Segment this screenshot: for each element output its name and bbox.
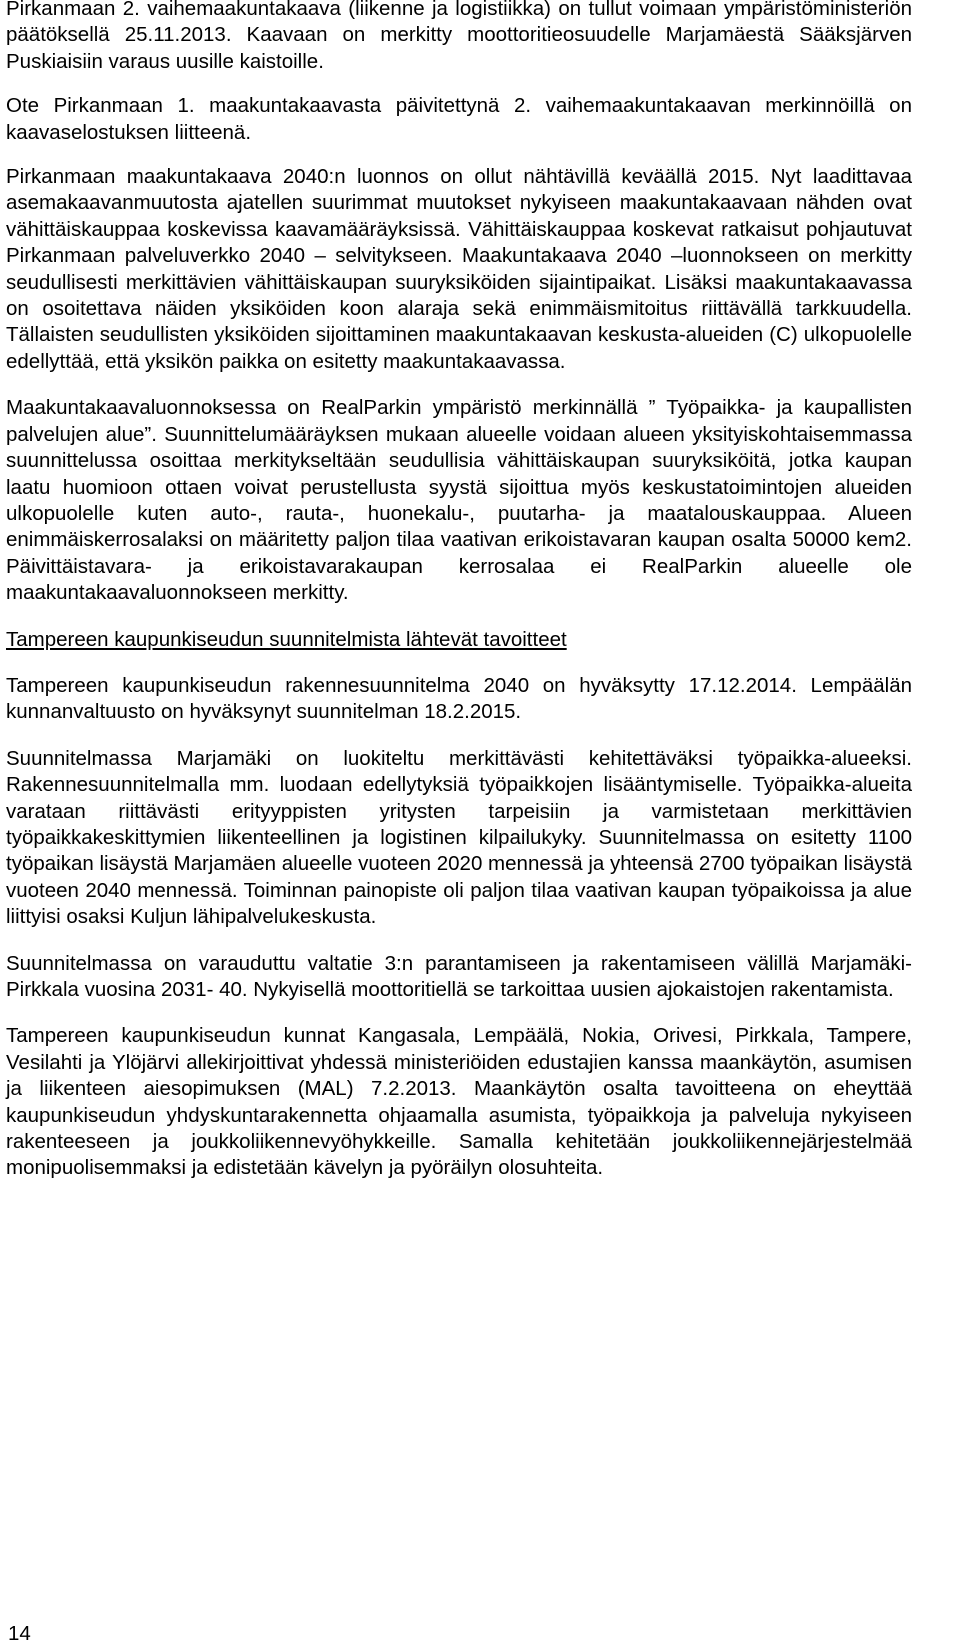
paragraph-structure-plan-approved: Tampereen kaupunkiseudun rakennesuunnitelma 2040 on hyväksytty 17.12.2014. Lempäälän kunnanvaltuusto on hyväksynyt suunnitelman 18.2.2015. (6, 673, 912, 724)
paragraph-mal-agreement: Tampereen kaupunkiseudun kunnat Kangasala, Lempäälä, Nokia, Orivesi, Pirkkala, Tampere, Vesilahti ja Ylöjärvi allekirjoittivat yhdessä ministeriöiden edustajien kanssa maankäytön, asumisen ja liikenteen aiesopimuksen (MAL) 7.2.2013. Maankäytön osalta tavoitteena on eheyttää kaupunkiseudun yhdyskuntarakennetta ohjaamalla asumista, työpaikkoja ja palveluja nykyiseen rakenteeseen ja joukkoliikennevyöhykkeille. Samalla kehitetään joukkoliikennejärjestelmää monipuolisemmaksi ja edistetään kävelyn ja pyöräilyn olosuhteita. (6, 1024, 912, 1180)
paragraph-marjamaki-workplaces: Suunnitelmassa Marjamäki on luokiteltu merkittävästi kehitettäväksi työpaikka-alueeksi. Rakennesuunnitelmalla mm. luodaan edellytyksiä työpaikkojen lisääntymiselle. Työpaikka-alueita varataan riittävästi erityyppisten yritysten tarpeisiin ja varmistetaan merkittävien työpaikkakeskittymien liikenteellinen ja logistinen kilpailukyky. Suunnitelmassa on esitetty 1100 työpaikan lisäystä Marjamäen alueelle vuoteen 2020 mennessä ja yhteensä 2700 työpaikan lisäystä vuoteen 2040 mennessä. Toiminnan painopiste oli paljon tilaa vaativan kaupan työpaikoissa ja alue liittyisi osaksi Kuljun lähipalvelukeskusta. (6, 746, 912, 929)
paragraph-realpark-area: Maakuntakaavaluonnoksessa on RealParkin ympäristö merkinnällä ” Työpaikka- ja kaupallisten palvelujen alue”. Suunnittelumääräyksen mukaan alueelle voidaan alueen yksityiskohtaisemmassa suunnittelussa osoittaa merkitykseltään seudullisia vähittäiskaupan suuryksiköitä, jotka kaupan laatu huomioon ottaen voivat perustellusta syystä sijoittua myös keskustatoimintojen alueiden ulkopuolelle kuten auto-, rauta-, huonekalu-, puutarha- ja maatalouskauppaa. Alueen enimmäiskerrosalaksi on määritetty paljon tilaa vaativan erikoistavaran kaupan osalta 50000 kem2. Päivittäistavara- ja erikoistavarakaupan kerrosalaa ei RealParkin alueelle ole maakuntakaavaluonnokseen merkitty. (6, 396, 912, 605)
section-heading: Tampereen kaupunkiseudun suunnitelmista lähtevät tavoitteet (6, 627, 567, 651)
paragraph-highway-improvement: Suunnitelmassa on varauduttu valtatie 3:n parantamiseen ja rakentamiseen välillä Marjamäki- Pirkkala vuosina 2031- 40. Nykyisellä moottoritiellä se tarkoittaa uusien ajokaistojen rakentamista. (6, 951, 912, 1001)
paragraph-phase2-regional-plan: Pirkanmaan 2. vaihemaakuntakaava (liikenne ja logistiikka) on tullut voimaan ympäristöministeriön päätöksellä 25.11.2013. Kaavaan on merkitty moottoritieosuudelle Marjamäestä Sääksjärven Puskiaisiin varaus uusille kaistoille. (6, 0, 912, 73)
paragraph-plan-excerpt: Ote Pirkanmaan 1. maakuntakaavasta päivitettynä 2. vaihemaakuntakaavan merkinnöillä on kaavaselostuksen liitteenä. (6, 94, 912, 144)
paragraph-regional-plan-2040: Pirkanmaan maakuntakaava 2040:n luonnos on ollut nähtävillä keväällä 2015. Nyt laadittavaa asemakaavanmuutosta ajatellen suurimmat muutokset nykyiseen maakuntakaavaan nähden ovat vähittäiskauppaa koskevissa kaavamääräyksissä. Vähittäiskauppaa koskevat ratkaisut pohjautuvat Pirkanmaan palveluverkko 2040 – selvitykseen. Maakuntakaava 2040 –luonnokseen on merkitty seudullisesti merkittävien vähittäiskaupan suuryksiköiden sijaintipaikat. Lisäksi maakuntakaavassa on osoitettava näiden yksiköiden koon alaraja sekä enimmäismitoitus riittävällä tarkkuudella. Tällaisten seudullisten yksiköiden sijoittaminen maakuntakaavan keskusta-alueiden (C) ulkopuolelle edellyttää, että yksikön paikka on esitetty maakuntakaavassa. (6, 165, 912, 373)
document-page (6, 0, 912, 1182)
page-number: 14 (8, 1622, 31, 1645)
